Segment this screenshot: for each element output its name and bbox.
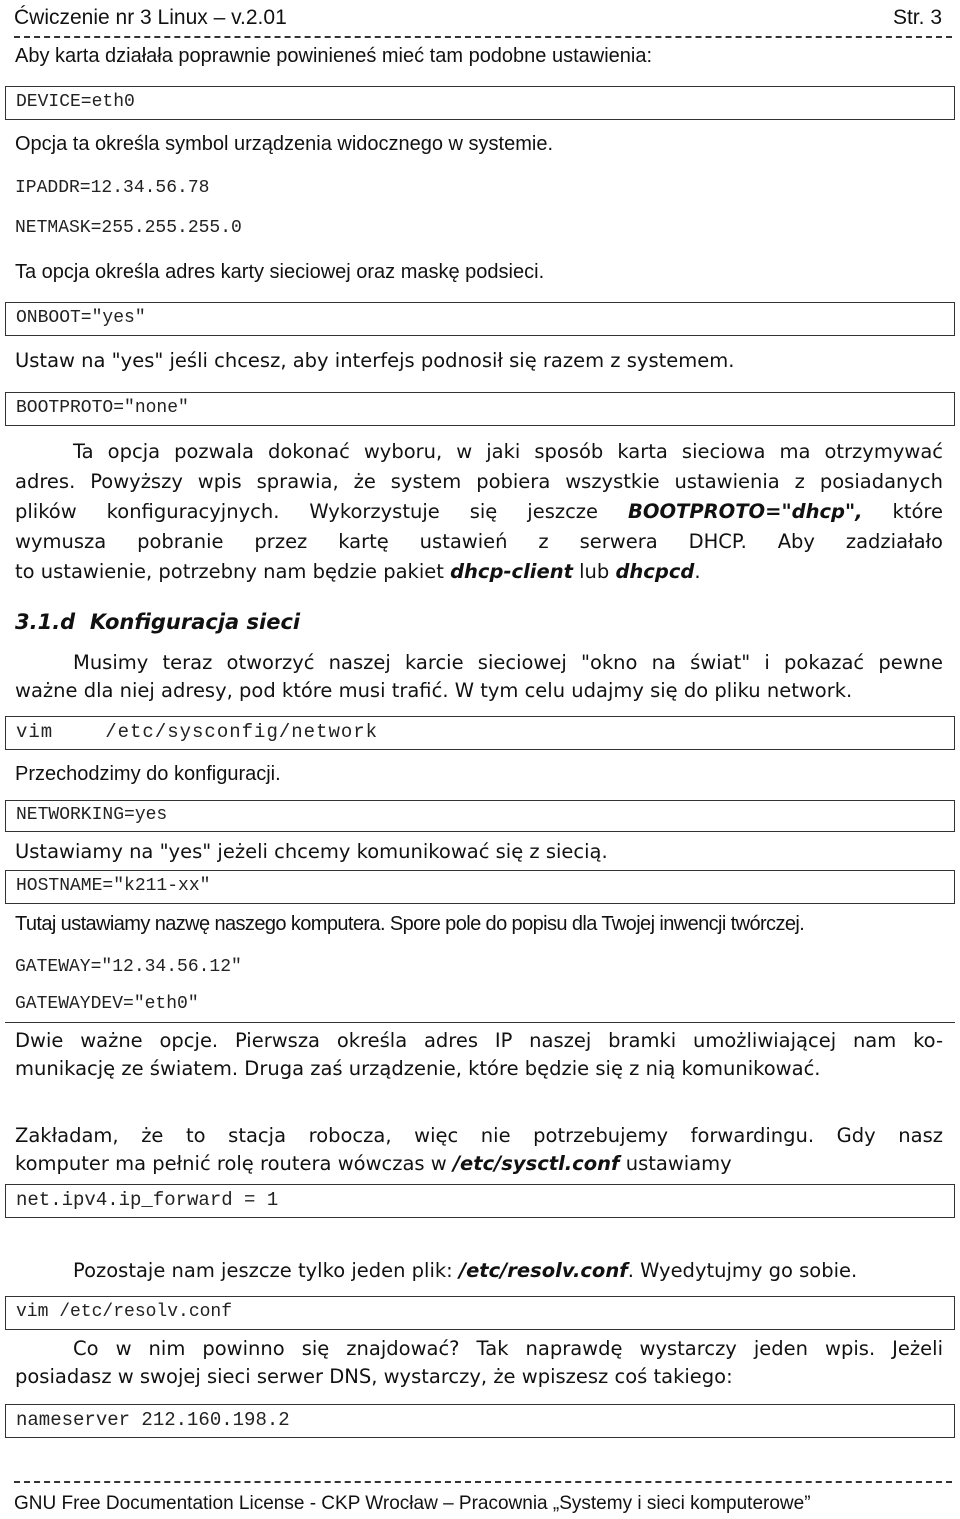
code-box-vim-network: [5, 716, 955, 750]
code-box-bootproto: BOOTPROTO="none": [5, 392, 955, 426]
forward-para: [15, 1122, 943, 1150]
code-netmask: NETMASK=255.255.255.0: [15, 218, 242, 238]
page-number: Str. 3: [892, 6, 942, 29]
resolv-line-1: Pozostaje nam jeszcze tylko jeden plik: /etc/resolv.conf. Wyedytujmy go sobie.: [73, 1259, 858, 1282]
forward-line-1: Zakładam, że to stacja robocza, więc nie potrzebujemy forwardingu. Gdy nasz: [15, 1124, 943, 1147]
code-ipaddr: IPADDR=12.34.56.78: [15, 178, 210, 198]
section-title: Konfiguracja sieci: [89, 610, 301, 634]
resolv-line-3: posiadasz w swojej sieci serwer DNS, wystarczy, że wpiszesz coś takiego:: [15, 1365, 733, 1388]
code-box-networking: NETWORKING=yes: [5, 800, 955, 832]
page-header: [14, 4, 952, 38]
onboot-desc: Ustaw na "yes" jeśli chcesz, aby interfejs podnosił się razem z systemem.: [15, 349, 735, 372]
gateway-para: [15, 1026, 943, 1055]
gateway-line-1: Dwie ważne opcje. Pierwsza określa adres IP naszej bramki umożliwiającej nam ko-: [15, 1029, 943, 1052]
page-footer: GNU Free Documentation License - CKP Wrocław – Pracownia „Systemy i sieci komputerowe”: [14, 1481, 952, 1515]
networking-desc: Ustawiamy na "yes" jeżeli chcemy komunikować się z siecią.: [15, 840, 608, 863]
section-number: 3.1.d: [15, 610, 76, 634]
code-gatewaydev: GATEWAYDEV="eth0": [15, 994, 199, 1014]
cmd-vim: vim: [16, 721, 54, 743]
code-box-hostname: HOSTNAME="k211-xx": [5, 870, 955, 904]
gateway-line-2: munikację ze światem. Druga zaś urządzenie, które będzie się z nią komunikować.: [15, 1057, 821, 1080]
cmd-path: /etc/sysconfig/network: [105, 721, 379, 743]
resolv-para: [15, 1335, 943, 1363]
code-gateway: GATEWAY="12.34.56.12": [15, 957, 242, 977]
bootproto-line-3: plików konfiguracyjnych. Wykorzystuje się jeszcze BOOTPROTO="dhcp", które: [15, 500, 943, 523]
network-line-2: ważne dla niej adresy, pod które musi trafić. W tym celu udajmy się do pliku network.: [15, 679, 853, 702]
code-box-nameserver: nameserver 212.160.198.2: [5, 1404, 955, 1438]
forward-line-2: komputer ma pełnić rolę routera wówczas w /etc/sysctl.conf ustawiamy: [15, 1152, 732, 1175]
bootproto-line-1: Ta opcja pozwala dokonać wyboru, w jaki sposób karta sieciowa ma otrzymywać: [73, 440, 943, 463]
network-line-1: Musimy teraz otworzyć naszej karcie sieciowej "okno na świat" i pokazać pewne: [73, 651, 943, 674]
code-box-onboot: ONBOOT="yes": [5, 302, 955, 336]
resolv-line-2: Co w nim powinno się znajdować? Tak naprawdę wystarczy jeden wpis. Jeżeli: [73, 1337, 943, 1360]
network-para: [15, 649, 943, 677]
section-heading: [15, 610, 300, 634]
code-box-ip-forward: net.ipv4.ip_forward = 1: [5, 1184, 955, 1218]
code-box-device: DEVICE=eth0: [5, 86, 955, 120]
bootproto-line-2: adres. Powyższy wpis sprawia, że system pobiera wszystkie ustawienia z posiadanych: [15, 470, 943, 493]
bootproto-line-5: to ustawienie, potrzebny nam będzie pakiet dhcp-client lub dhcpcd.: [15, 560, 701, 583]
bootproto-para: [15, 437, 943, 557]
intro-text: Aby karta działała poprawnie powinieneś mieć tam podobne ustawienia:: [15, 45, 653, 67]
bootproto-line-4: wymusza pobranie przez kartę ustawień z serwera DHCP. Aby zadziałało: [15, 530, 943, 553]
device-desc: Opcja ta określa symbol urządzenia widocznego w systemie.: [15, 133, 554, 155]
hostname-desc: Tutaj ustawiamy nazwę naszego komputera. Spore pole do popisu dla Twojej inwencji twórczej.: [15, 913, 805, 935]
code-box-vim-resolv: vim /etc/resolv.conf: [5, 1296, 955, 1330]
document-title: Ćwiczenie nr 3 Linux – v.2.01: [14, 6, 287, 29]
config-intro: Przechodzimy do konfiguracji.: [15, 763, 281, 785]
ipaddr-desc: Ta opcja określa adres karty sieciowej oraz maskę podsieci.: [15, 261, 545, 283]
